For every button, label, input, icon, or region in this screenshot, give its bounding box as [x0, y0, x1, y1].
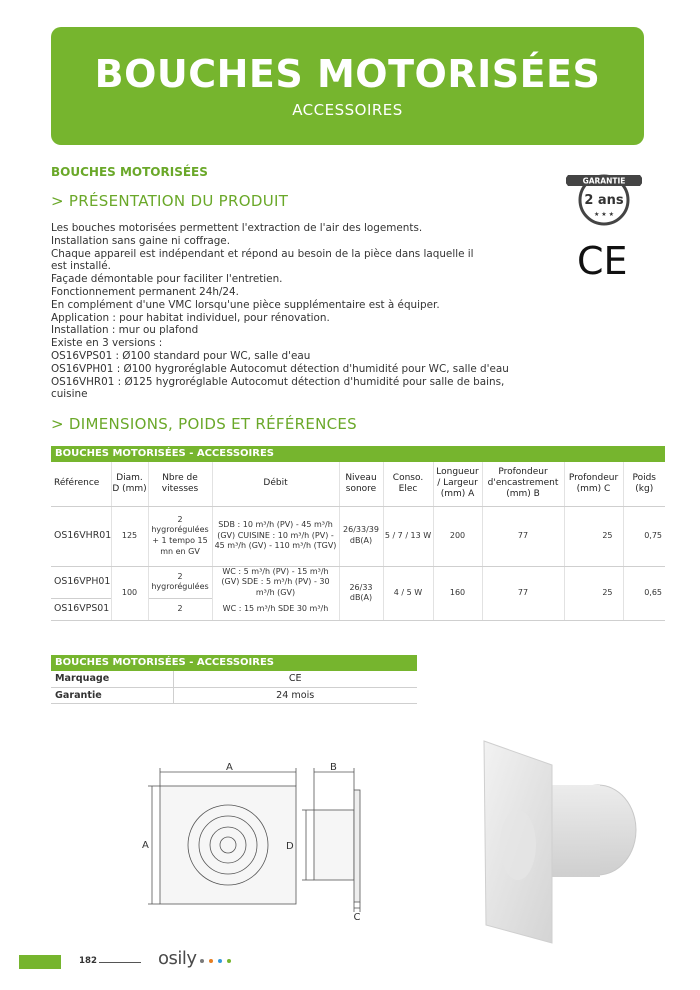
col-header-poids: Poids (kg) — [623, 462, 665, 506]
intro-line: Installation : mur ou plafond — [51, 324, 199, 337]
badge-top-text: GARANTIE — [582, 176, 626, 186]
side-view-body — [314, 810, 354, 880]
title-banner — [51, 27, 644, 145]
cell-vitesses: 2 hygrorégulées — [148, 566, 212, 598]
table-row — [51, 687, 417, 703]
label-c: C — [353, 912, 361, 920]
cell-debit: WC : 5 m³/h (PV) - 15 m³/h (GV) SDE : 5 m³/h (PV) - 30 m³/h (GV) — [212, 566, 339, 598]
cell-niveau: 26/33/39 dB(A) — [339, 506, 383, 566]
warranty-badge-icon — [566, 170, 642, 228]
col-header-diam: Diam. D (mm) — [111, 462, 148, 506]
cell-value: CE — [173, 671, 417, 687]
cell-profondeur: 25 — [564, 506, 623, 566]
section-label: BOUCHES MOTORISÉES — [51, 165, 208, 179]
intro-line: OS16VPH01 : Ø100 hygroréglable Autocomut détection d'humidité pour WC, salle d'eau — [51, 362, 509, 375]
intro-line: OS16VHR01 : Ø125 hygroréglable Autocomut détection d'humidité pour salle de bains, — [51, 375, 505, 388]
intro-line: OS16VPS01 : Ø100 standard pour WC, salle d'eau — [51, 349, 311, 362]
table-row — [51, 506, 665, 566]
col-header-ref: Référence — [51, 462, 111, 506]
spec-table — [51, 446, 665, 621]
badge-main-text: 2 ans — [584, 193, 624, 208]
intro-line: Installation sans gaine ni coffrage. — [51, 234, 230, 247]
cell-debit: WC : 15 m³/h SDE 30 m³/h — [212, 598, 339, 620]
cell-ref: OS16VHR01 — [51, 506, 111, 566]
intro-line: Façade démontable pour faciliter l'entretien. — [51, 273, 283, 286]
col-header-vitesses: Nbre de vitesses — [148, 462, 212, 506]
cell-ref: OS16VPH01 — [54, 575, 111, 587]
heading-presentation: > PRÉSENTATION DU PRODUIT — [51, 192, 289, 210]
col-header-profondeur: Profondeur (mm) C — [564, 462, 623, 506]
intro-line: En complément d'une VMC lorsqu'une pièce supplémentaire est à équiper. — [51, 298, 440, 311]
page-subtitle: ACCESSOIRES — [292, 101, 403, 119]
cell-conso: 4 / 5 W — [383, 566, 433, 620]
intro-text — [51, 222, 511, 401]
cell-diam: 125 — [111, 506, 148, 566]
table-row — [51, 671, 417, 687]
ce-mark-icon — [575, 240, 635, 280]
label-b: B — [330, 762, 337, 773]
intro-line: Les bouches motorisées permettent l'extraction de l'air des logements. — [51, 222, 423, 234]
cell-profondeur-enc: 77 — [482, 566, 564, 620]
heading-dimensions: > DIMENSIONS, POIDS ET RÉFÉRENCES — [51, 415, 358, 433]
brand-logo: osily — [158, 948, 197, 969]
cell-profondeur: 25 — [564, 566, 623, 620]
marking-table — [51, 655, 417, 704]
cell-profondeur-enc: 77 — [482, 506, 564, 566]
cell-vitesses: 2 hygrorégulées + 1 tempo 15 mn en GV — [148, 506, 212, 566]
cell-diam: 100 — [111, 566, 148, 620]
intro-line: Chaque appareil est indépendant et répond au besoin de la pièce dans laquelle il — [51, 247, 474, 260]
cell-label: Garantie — [51, 687, 173, 703]
col-header-conso: Conso. Elec — [383, 462, 433, 506]
side-view-plate — [354, 790, 360, 902]
badge-stars: ★ ★ ★ — [594, 211, 614, 218]
page-title: BOUCHES MOTORISÉES — [94, 52, 601, 96]
cell-label: Marquage — [51, 671, 173, 687]
col-header-debit: Débit — [212, 462, 339, 506]
footer-divider — [99, 962, 141, 963]
table-row — [51, 566, 665, 598]
cell-ref: OS16VPS01 — [51, 598, 111, 620]
cell-niveau: 26/33 dB(A) — [339, 566, 383, 620]
cell-longueur: 200 — [433, 506, 482, 566]
label-d: D — [286, 841, 294, 852]
intro-line: Existe en 3 versions : — [51, 337, 163, 350]
brand-dots-icon — [198, 956, 234, 966]
page-number: 182 — [79, 956, 97, 966]
spec-table-title: BOUCHES MOTORISÉES - ACCESSOIRES — [51, 446, 665, 462]
cell-poids: 0,75 — [623, 506, 665, 566]
front-view-plate — [160, 786, 296, 904]
technical-drawing — [138, 760, 388, 920]
label-a-top: A — [226, 762, 233, 773]
product-photo — [470, 735, 640, 950]
cell-value: 24 mois — [173, 687, 417, 703]
col-header-profondeur-enc: Profondeur d'encastrement (mm) B — [482, 462, 564, 506]
footer-accent-bar — [19, 955, 61, 969]
cell-debit: SDB : 10 m³/h (PV) - 45 m³/h (GV) CUISINE : 10 m³/h (PV) - 45 m³/h (GV) - 110 m³/h (TGV) — [212, 506, 339, 566]
marking-table-title: BOUCHES MOTORISÉES - ACCESSOIRES — [51, 655, 417, 671]
cell-vitesses: 2 — [148, 598, 212, 620]
col-header-niveau: Niveau sonore — [339, 462, 383, 506]
cell-longueur: 160 — [433, 566, 482, 620]
label-a-side: A — [142, 840, 149, 851]
intro-line: Fonctionnement permanent 24h/24. — [51, 285, 239, 298]
intro-line: Application : pour habitat individuel, pour rénovation. — [51, 311, 330, 324]
cell-conso: 5 / 7 / 13 W — [383, 506, 433, 566]
intro-line: cuisine — [51, 388, 88, 401]
intro-line: est installé. — [51, 260, 111, 273]
ce-mark-text: CE — [577, 240, 628, 280]
table-header-row — [51, 462, 665, 506]
cell-poids: 0,65 — [623, 566, 665, 620]
col-header-longueur: Longueur / Largeur (mm) A — [433, 462, 482, 506]
